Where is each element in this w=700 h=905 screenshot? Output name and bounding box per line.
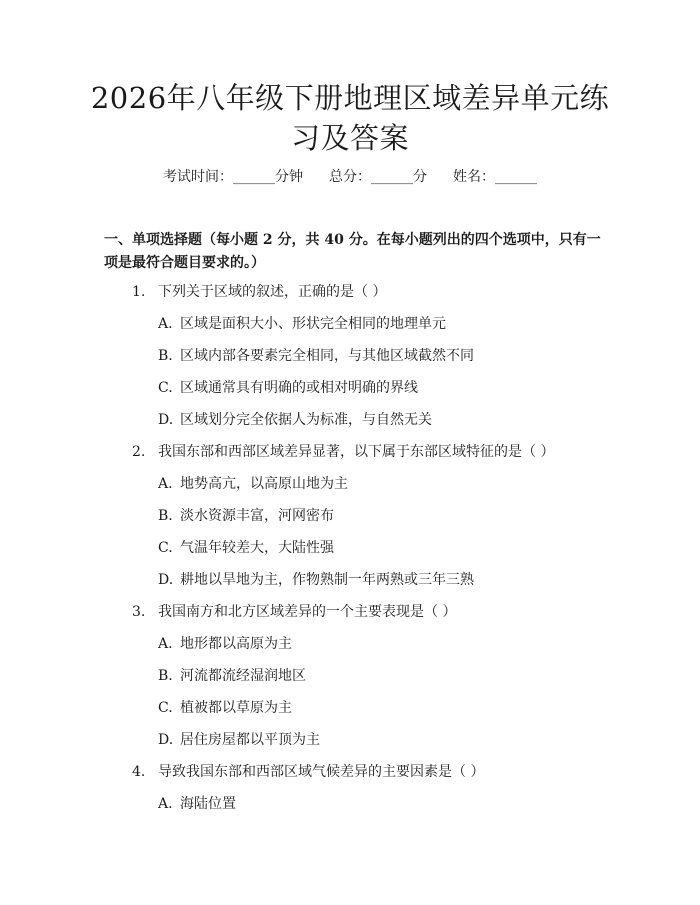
option-letter: D. [158, 412, 174, 428]
option-letter: A. [158, 796, 173, 812]
question-text: 下列关于区域的叙述，正确的是（ ） [158, 284, 387, 300]
option-text: 海陆位置 [180, 796, 236, 812]
option-letter: D. [158, 732, 174, 748]
question-3 [132, 602, 592, 622]
question-text: 我国南方和北方区域差异的一个主要表现是（ ） [158, 604, 457, 620]
question-number: 4. [132, 764, 146, 780]
total-score-field: 总分：______分 [329, 169, 427, 185]
question-text: 导致我国东部和西部区域气候差异的主要因素是（ ） [158, 764, 485, 780]
option-text: 耕地以旱地为主，作物熟制一年两熟或三年三熟 [180, 572, 474, 588]
question-1 [132, 282, 592, 302]
document-title: 2026年八年级下册地理区域差异单元练习及答案 [90, 81, 610, 155]
question-3-option-a [158, 634, 598, 654]
question-4 [132, 762, 592, 782]
option-text: 植被都以草原为主 [180, 700, 292, 716]
option-letter: C. [158, 380, 173, 396]
option-text: 气温年较差大，大陆性强 [180, 540, 334, 556]
question-2 [132, 442, 592, 462]
option-text: 区域划分完全依据人为标准，与自然无关 [180, 412, 432, 428]
exam-time-field: 考试时间：______分钟 [163, 169, 303, 185]
question-1-option-b [158, 346, 598, 366]
question-number: 1. [132, 284, 146, 300]
option-text: 区域内部各要素完全相同，与其他区域截然不同 [180, 348, 474, 364]
question-2-option-b [158, 506, 598, 526]
option-text: 地形都以高原为主 [180, 636, 292, 652]
option-letter: C. [158, 700, 173, 716]
student-name-field: 姓名：______ [453, 169, 537, 185]
option-text: 区域是面积大小、形状完全相同的地理单元 [180, 316, 446, 332]
question-2-option-a [158, 474, 598, 494]
question-number: 3. [132, 604, 146, 620]
option-text: 居住房屋都以平顶为主 [180, 732, 320, 748]
question-1-option-d [158, 410, 598, 430]
question-3-option-b [158, 666, 598, 686]
option-text: 淡水资源丰富，河网密布 [180, 508, 334, 524]
option-letter: B. [158, 668, 173, 684]
question-3-option-c [158, 698, 598, 718]
option-letter: C. [158, 540, 173, 556]
option-letter: D. [158, 572, 174, 588]
question-text: 我国东部和西部区域差异显著，以下属于东部区域特征的是（ ） [158, 444, 555, 460]
option-letter: A. [158, 636, 173, 652]
section-heading-single-choice: 一、单项选择题（每小题 2 分，共 40 分。在每小题列出的四个选项中，只有一项是最符合题目要求的。） [104, 232, 601, 271]
option-letter: B. [158, 348, 173, 364]
question-2-option-d [158, 570, 598, 590]
question-4-option-a [158, 794, 598, 814]
question-1-option-a [158, 314, 598, 334]
question-1-option-c [158, 378, 598, 398]
question-number: 2. [132, 444, 146, 460]
question-2-option-c [158, 538, 598, 558]
question-3-option-d [158, 730, 598, 750]
option-text: 区域通常具有明确的或相对明确的界线 [180, 380, 418, 396]
option-text: 地势高亢，以高原山地为主 [180, 476, 348, 492]
option-text: 河流都流经湿润地区 [180, 668, 306, 684]
option-letter: B. [158, 508, 173, 524]
option-letter: A. [158, 476, 173, 492]
exam-info-line [0, 167, 700, 187]
option-letter: A. [158, 316, 173, 332]
